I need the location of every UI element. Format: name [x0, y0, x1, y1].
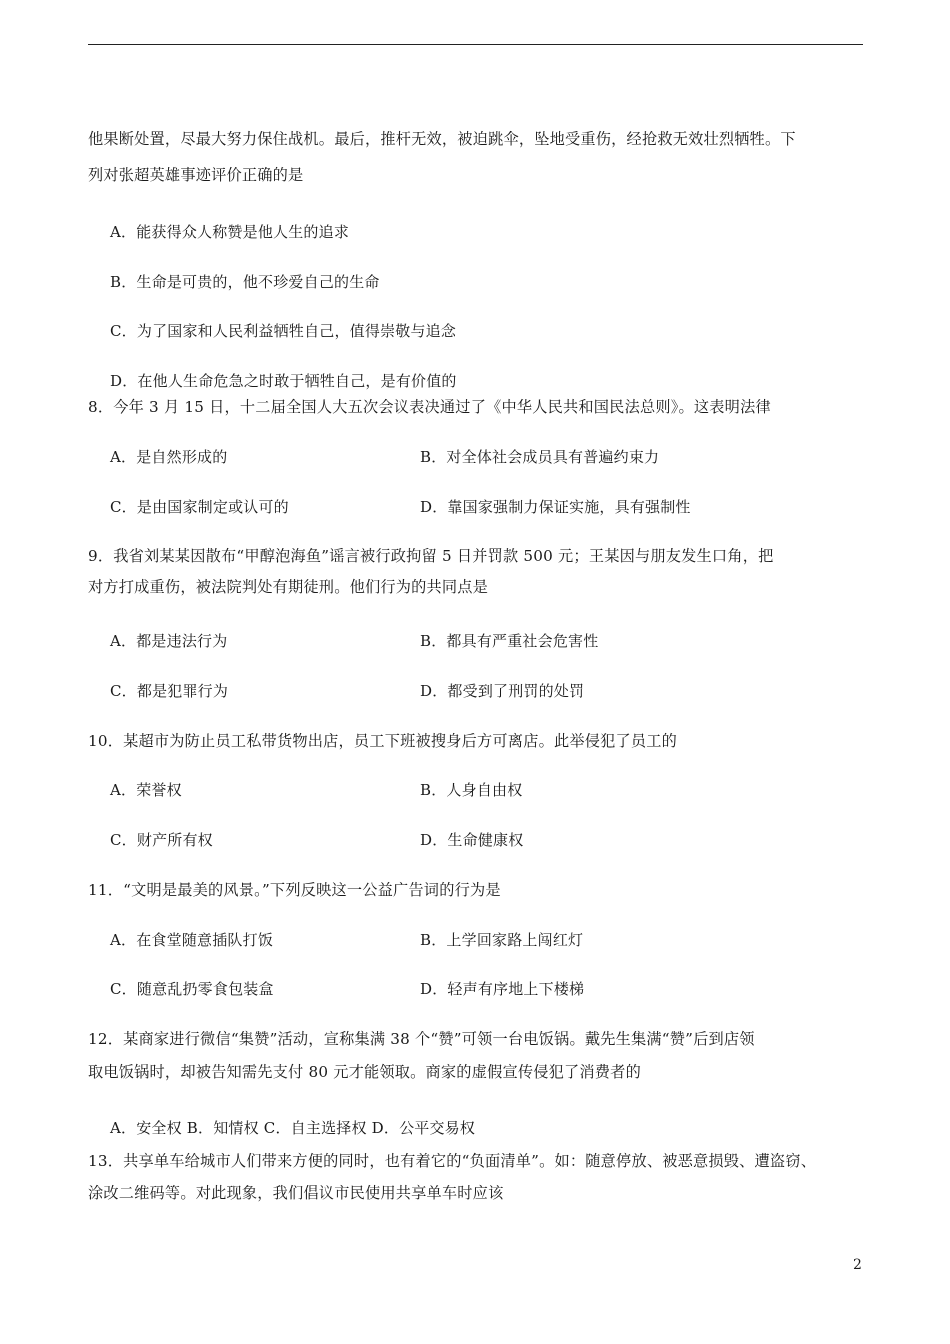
q7-option-b: B．生命是可贵的，他不珍爱自己的生命: [110, 273, 380, 291]
q11-stem: 11．“文明是最美的风景。”下列反映这一公益广告词的行为是: [88, 881, 501, 899]
q12-stem-line-2: 取电饭锅时，却被告知需先支付 80 元才能领取。商家的虚假宣传侵犯了消费者的: [88, 1063, 641, 1081]
q8-stem: 8．今年 3 月 15 日，十二届全国人大五次会议表决通过了《中华人民共和国民法总则》。这表明法律: [88, 398, 771, 416]
q9-option-b: B．都具有严重社会危害性: [420, 632, 599, 650]
q9-option-d: D．都受到了刑罚的处罚: [420, 682, 585, 700]
header-rule: [88, 44, 863, 45]
q10-option-d: D．生命健康权: [420, 831, 524, 849]
q10-option-b: B．人身自由权: [420, 781, 523, 799]
q9-option-a: A．都是违法行为: [110, 632, 228, 650]
q8-option-c: C．是由国家制定或认可的: [110, 498, 289, 516]
intro-line-2: 列对张超英雄事迹评价正确的是: [88, 166, 304, 184]
q12-options: A．安全权 B．知情权 C．自主选择权 D．公平交易权: [110, 1119, 476, 1137]
q8-option-a: A．是自然形成的: [110, 448, 228, 466]
q7-option-a: A．能获得众人称赞是他人生的追求: [110, 223, 350, 241]
q9-stem-line-1: 9．我省刘某某因散布“甲醇泡海鱼”谣言被行政拘留 5 日并罚款 500 元；王某因与朋友发生口角，把: [88, 547, 774, 565]
page-number: 2: [853, 1257, 862, 1273]
q10-option-c: C．财产所有权: [110, 831, 213, 849]
q9-stem-line-2: 对方打成重伤，被法院判处有期徒刑。他们行为的共同点是: [88, 578, 489, 596]
q13-stem-line-1: 13．共享单车给城市人们带来方便的同时，也有着它的“负面清单”。如：随意停放、被恶意损毁、遭盗窃、: [88, 1152, 817, 1170]
q11-option-d: D．轻声有序地上下楼梯: [420, 980, 585, 998]
q13-stem-line-2: 涂改二维码等。对此现象，我们倡议市民使用共享单车时应该: [88, 1184, 504, 1202]
q8-option-d: D．靠国家强制力保证实施，具有强制性: [420, 498, 691, 516]
q11-option-b: B．上学回家路上闯红灯: [420, 931, 584, 949]
q11-option-a: A．在食堂随意插队打饭: [110, 931, 274, 949]
q8-option-b: B．对全体社会成员具有普遍约束力: [420, 448, 660, 466]
q9-option-c: C．都是犯罪行为: [110, 682, 229, 700]
q7-option-c: C．为了国家和人民利益牺牲自己，值得崇敬与追念: [110, 322, 457, 340]
q10-option-a: A．荣誉权: [110, 781, 182, 799]
intro-line-1: 他果断处置，尽最大努力保住战机。最后，推杆无效，被迫跳伞，坠地受重伤，经抢救无效壮烈牺牲。下: [88, 130, 796, 148]
q12-stem-line-1: 12．某商家进行微信“集赞”活动，宣称集满 38 个“赞”可领一台电饭锅。戴先生集满“赞”后到店领: [88, 1030, 755, 1048]
q7-option-d: D．在他人生命危急之时敢于牺牲自己，是有价值的: [110, 372, 457, 390]
q10-stem: 10．某超市为防止员工私带货物出店，员工下班被搜身后方可离店。此举侵犯了员工的: [88, 732, 678, 750]
q11-option-c: C．随意乱扔零食包装盒: [110, 980, 274, 998]
